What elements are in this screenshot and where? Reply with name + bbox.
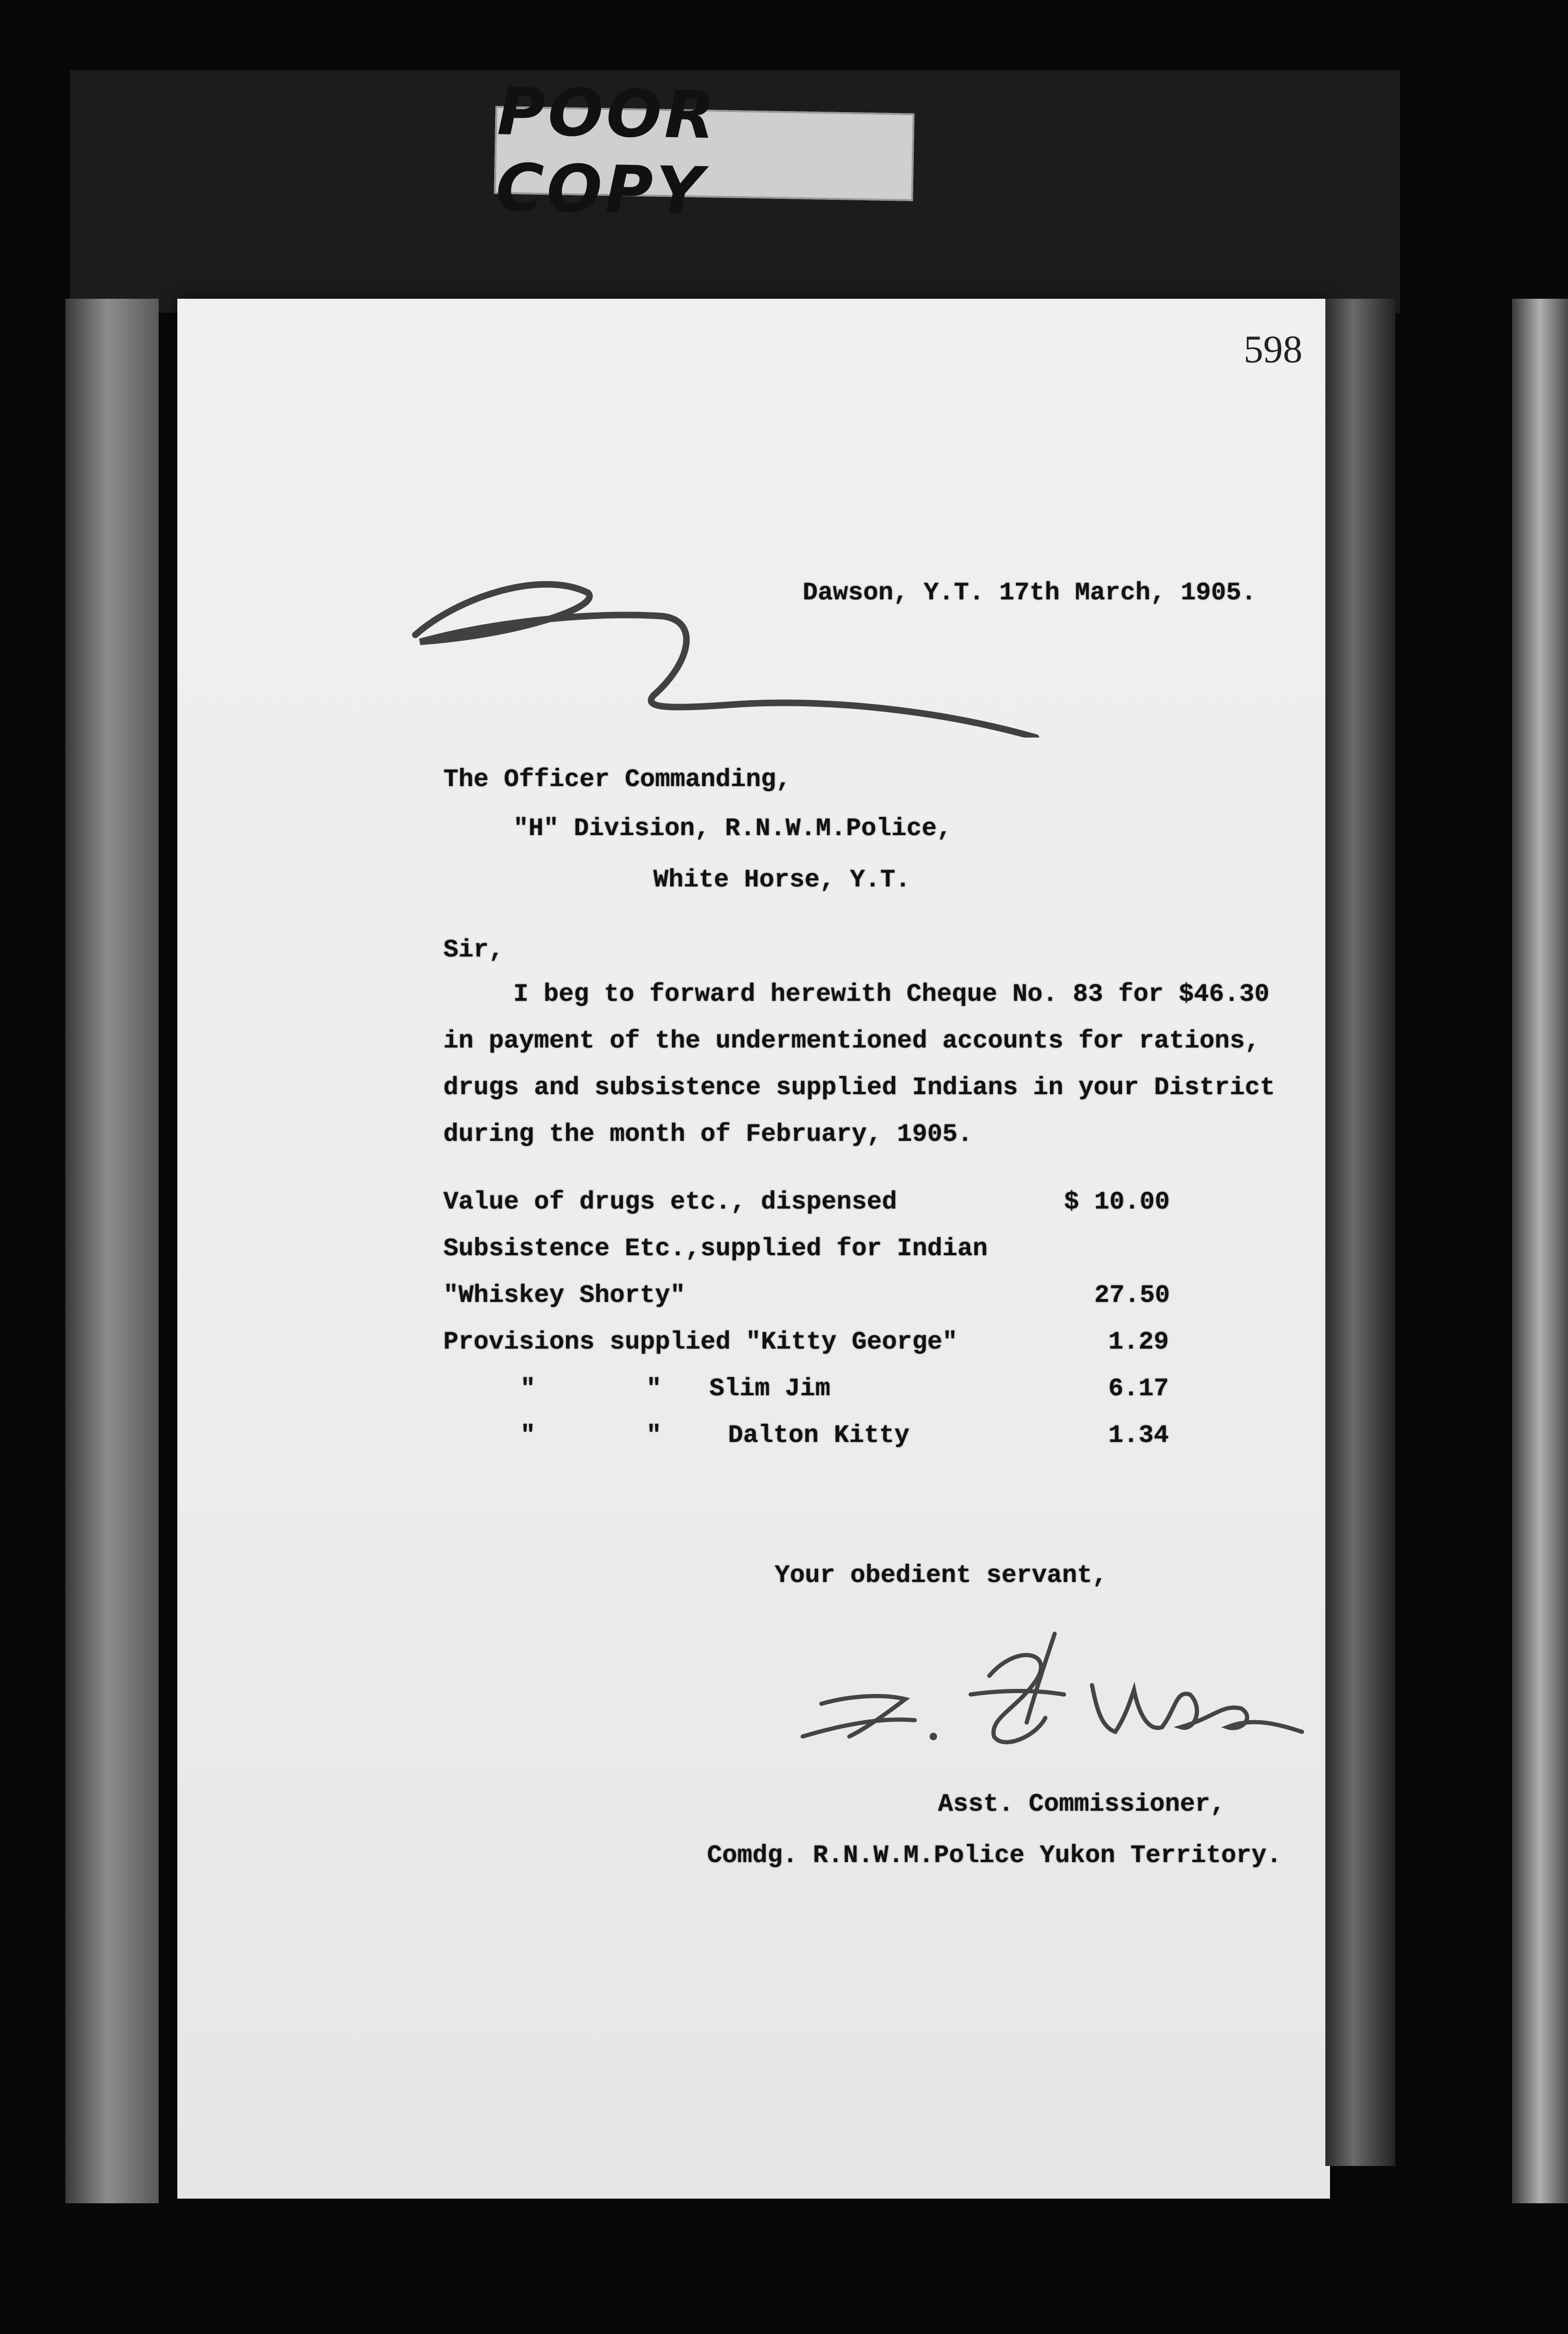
letter-salutation: Sir, — [443, 936, 504, 964]
item-ditto-6b: " — [646, 1421, 662, 1450]
adjacent-page-edge-right — [1512, 299, 1568, 2203]
item-desc-6: Dalton Kitty — [728, 1421, 910, 1450]
item-desc-4: Provisions supplied "Kitty George" — [443, 1328, 958, 1357]
page-number: 598 — [1244, 328, 1302, 371]
item-desc-2: Subsistence Etc.,supplied for Indian — [443, 1235, 988, 1263]
item-ditto-5a: " — [520, 1375, 536, 1403]
item-amount-3: 27.50 — [1094, 1281, 1170, 1310]
poor-copy-label: POOR COPY — [494, 106, 914, 201]
item-desc-5: Slim Jim — [709, 1375, 831, 1403]
adjacent-page-edge-left — [65, 299, 159, 2203]
item-amount-5: 6.17 — [1108, 1375, 1169, 1403]
addressee-line-1: The Officer Commanding, — [443, 766, 791, 794]
item-desc-1: Value of drugs etc., dispensed — [443, 1188, 897, 1216]
item-ditto-6a: " — [520, 1421, 536, 1450]
item-amount-1: $ 10.00 — [1064, 1188, 1170, 1216]
item-amount-6: 1.34 — [1108, 1421, 1169, 1450]
body-line-2: in payment of the undermentioned accounts for rations, — [443, 1027, 1260, 1055]
item-ditto-5b: " — [646, 1375, 662, 1403]
item-amount-4: 1.29 — [1108, 1328, 1169, 1357]
letter-dateline: Dawson, Y.T. 17th March, 1905. — [803, 579, 1257, 607]
pen-flourish — [401, 541, 1055, 738]
body-line-4: during the month of February, 1905. — [443, 1120, 973, 1149]
letterbook-spine — [1325, 299, 1395, 2166]
item-desc-3: "Whiskey Shorty" — [443, 1281, 686, 1310]
addressee-line-3: White Horse, Y.T. — [653, 866, 910, 894]
body-line-1: I beg to forward herewith Cheque No. 83 for $46.30 — [513, 980, 1270, 1009]
letter-closing: Your obedient servant, — [775, 1561, 1107, 1590]
signatory-title: Asst. Commissioner, — [938, 1790, 1225, 1819]
signatory-command: Comdg. R.N.W.M.Police Yukon Territory. — [707, 1842, 1282, 1870]
addressee-line-2: "H" Division, R.N.W.M.Police, — [513, 815, 952, 843]
body-line-3: drugs and subsistence supplied Indians in your District — [443, 1074, 1275, 1102]
handwritten-signature — [793, 1624, 1307, 1765]
